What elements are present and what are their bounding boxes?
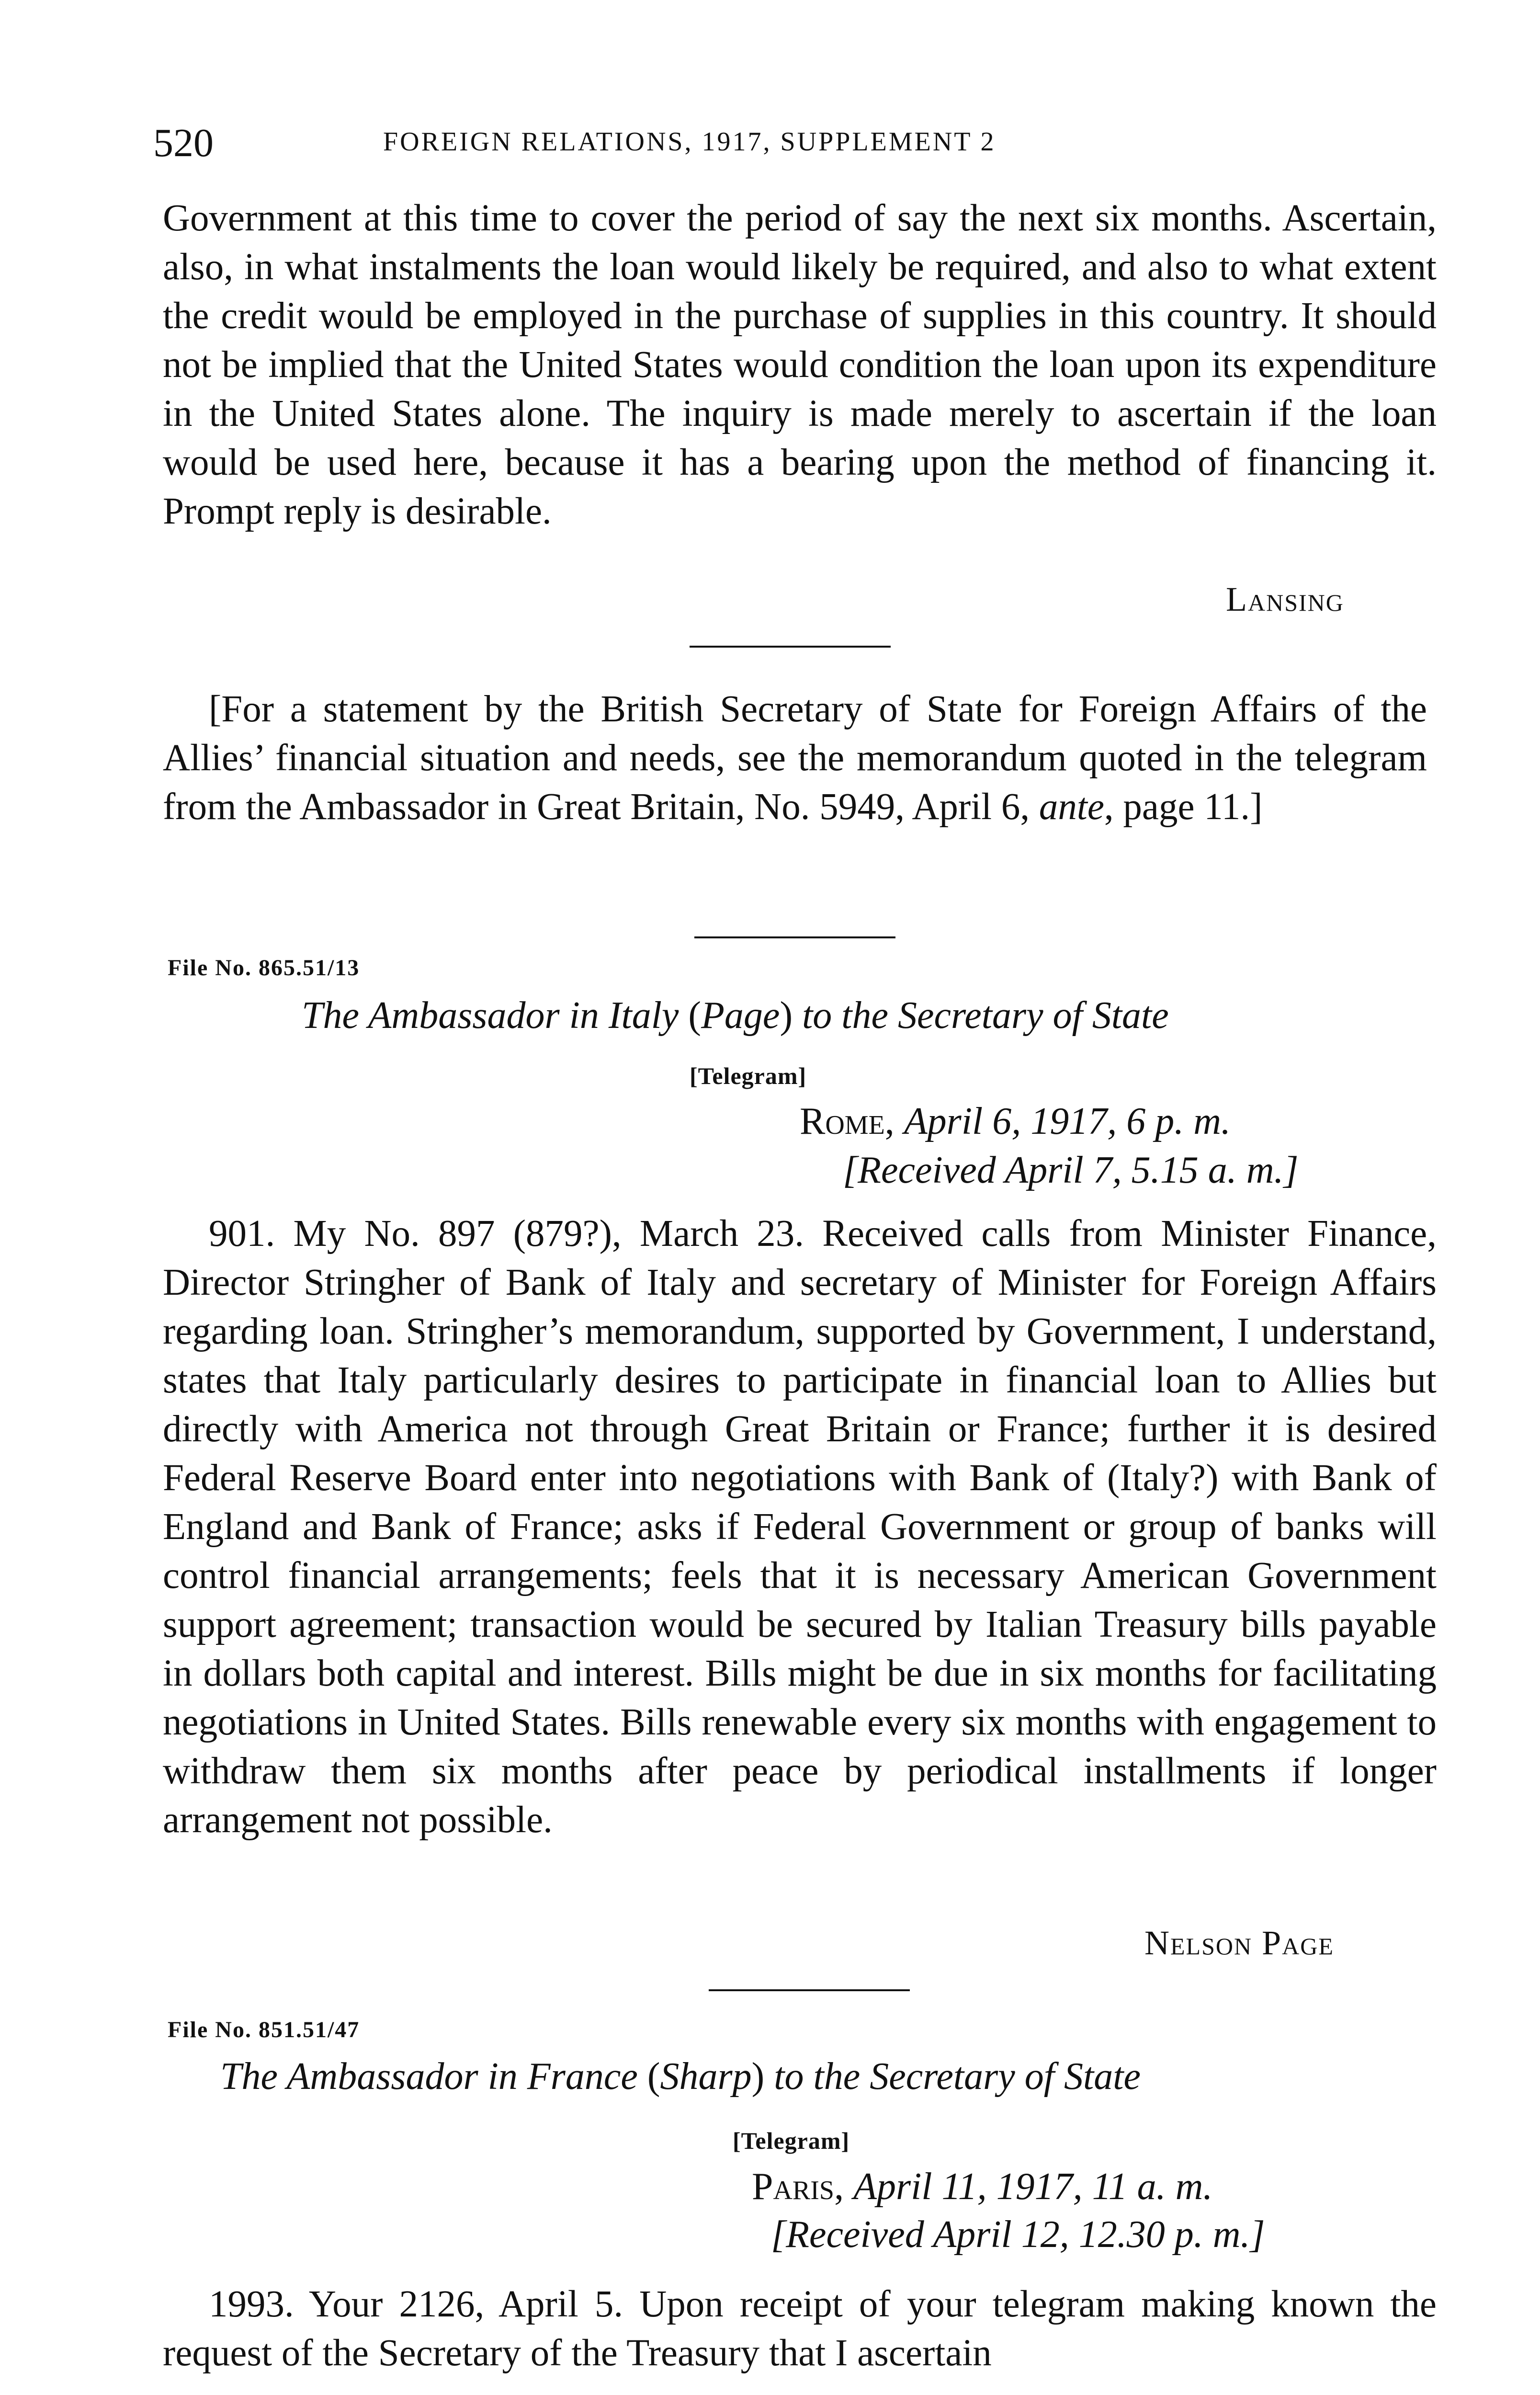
telegram-label: [Telegram]: [733, 2127, 850, 2154]
date-time: April 11, 1917, 11 a. m.: [853, 2166, 1213, 2208]
divider-rule: [690, 646, 891, 648]
title-text: The Ambassador in France: [220, 2055, 647, 2098]
title-paren: (: [647, 2055, 660, 2098]
signature-nelson-page: Nelson Page: [1144, 1924, 1334, 1962]
document-title: [220, 2055, 1141, 2098]
received-line: [771, 2213, 1265, 2257]
title-name: Sharp: [660, 2055, 752, 2098]
title-paren: (: [688, 994, 702, 1037]
document-title: [302, 994, 1169, 1038]
telegram-body: 901. My No. 897 (879?), March 23. Received calls from Minister Finance, Director Stringher of Bank of Italy and secretary of Minister for Foreign Affairs regarding loan. Stringher’s memorandum, supported by Government, I understand, states that Italy particularly desires to participate in financial loan to Allies but directly with America not through Great Britain or France; further it is desired Federal Reserve Board enter into negotiations with Bank of (Italy?) with Bank of England and Bank of France; asks if Federal Government or group of banks will control financial arrangements; feels that it is necessary American Government support agreement; transaction would be secured by Italian Treasury bills payable in dollars both capital and interest. Bills might be due in six months for facilitating negotiations in United States. Bills renewable every six months with engagement to withdraw them six months after peace by periodical installments if longer arrangement not possible.: [163, 1213, 1437, 1841]
place-name: Paris,: [752, 2166, 844, 2208]
editorial-note-ante: ante: [1039, 786, 1104, 828]
date-time: April 6, 1917, 6 p. m.: [904, 1100, 1231, 1142]
title-paren: ): [780, 994, 793, 1037]
signature-lansing: Lansing: [1226, 580, 1344, 618]
page-header: [153, 120, 1408, 172]
received-text: [Received April 12, 12.30 p. m.]: [771, 2213, 1265, 2256]
file-number: File No. 851.51/47: [168, 2017, 360, 2042]
title-text: to the Secretary of State: [793, 994, 1169, 1037]
paragraph-continuation: Government at this time to cover the period of say the next six months. Ascertain, also, in what instalments the loan would likely be required, and also to what extent the credit would be employed in the purchase of supplies in this country. It should not be implied that the United States would condition the loan upon its expenditure in the United States alone. The inquiry is made merely to ascertain if the loan would be used here, because it has a bearing upon the method of financing it. Prompt reply is desirable.: [163, 197, 1437, 532]
title-text: The Ambassador in Italy: [302, 994, 689, 1037]
dateline: [752, 2165, 1212, 2209]
telegram-body: 1993. Your 2126, April 5. Upon receipt of your telegram making known the request of the Secretary of the Treasury that I ascertain: [163, 2283, 1437, 2374]
title-paren: ): [751, 2055, 765, 2098]
file-number: File No. 865.51/13: [168, 955, 360, 981]
telegram-label: [Telegram]: [690, 1062, 807, 1089]
title-name: Page: [701, 994, 780, 1037]
title-text: to the Secretary of State: [764, 2055, 1141, 2098]
editorial-note-text: [For a statement by the British Secretary of State for Foreign Affairs of the Allies’ financial situation and needs, see the memorandum quoted in the telegram from the Ambassador in Great Britain, No. 5949, April 6,: [163, 688, 1427, 828]
page-number: 520: [153, 121, 214, 165]
running-head: FOREIGN RELATIONS, 1917, SUPPLEMENT 2: [383, 127, 996, 157]
received-text: [Received April 7, 5.15 a. m.]: [843, 1149, 1299, 1191]
divider-rule: [694, 936, 895, 938]
divider-rule: [709, 1989, 910, 1991]
editorial-note-end: , page 11.]: [1104, 786, 1263, 828]
editorial-note: [163, 685, 1427, 832]
place-name: Rome,: [800, 1100, 895, 1142]
dateline: [800, 1100, 1231, 1143]
received-line: [843, 1149, 1299, 1192]
